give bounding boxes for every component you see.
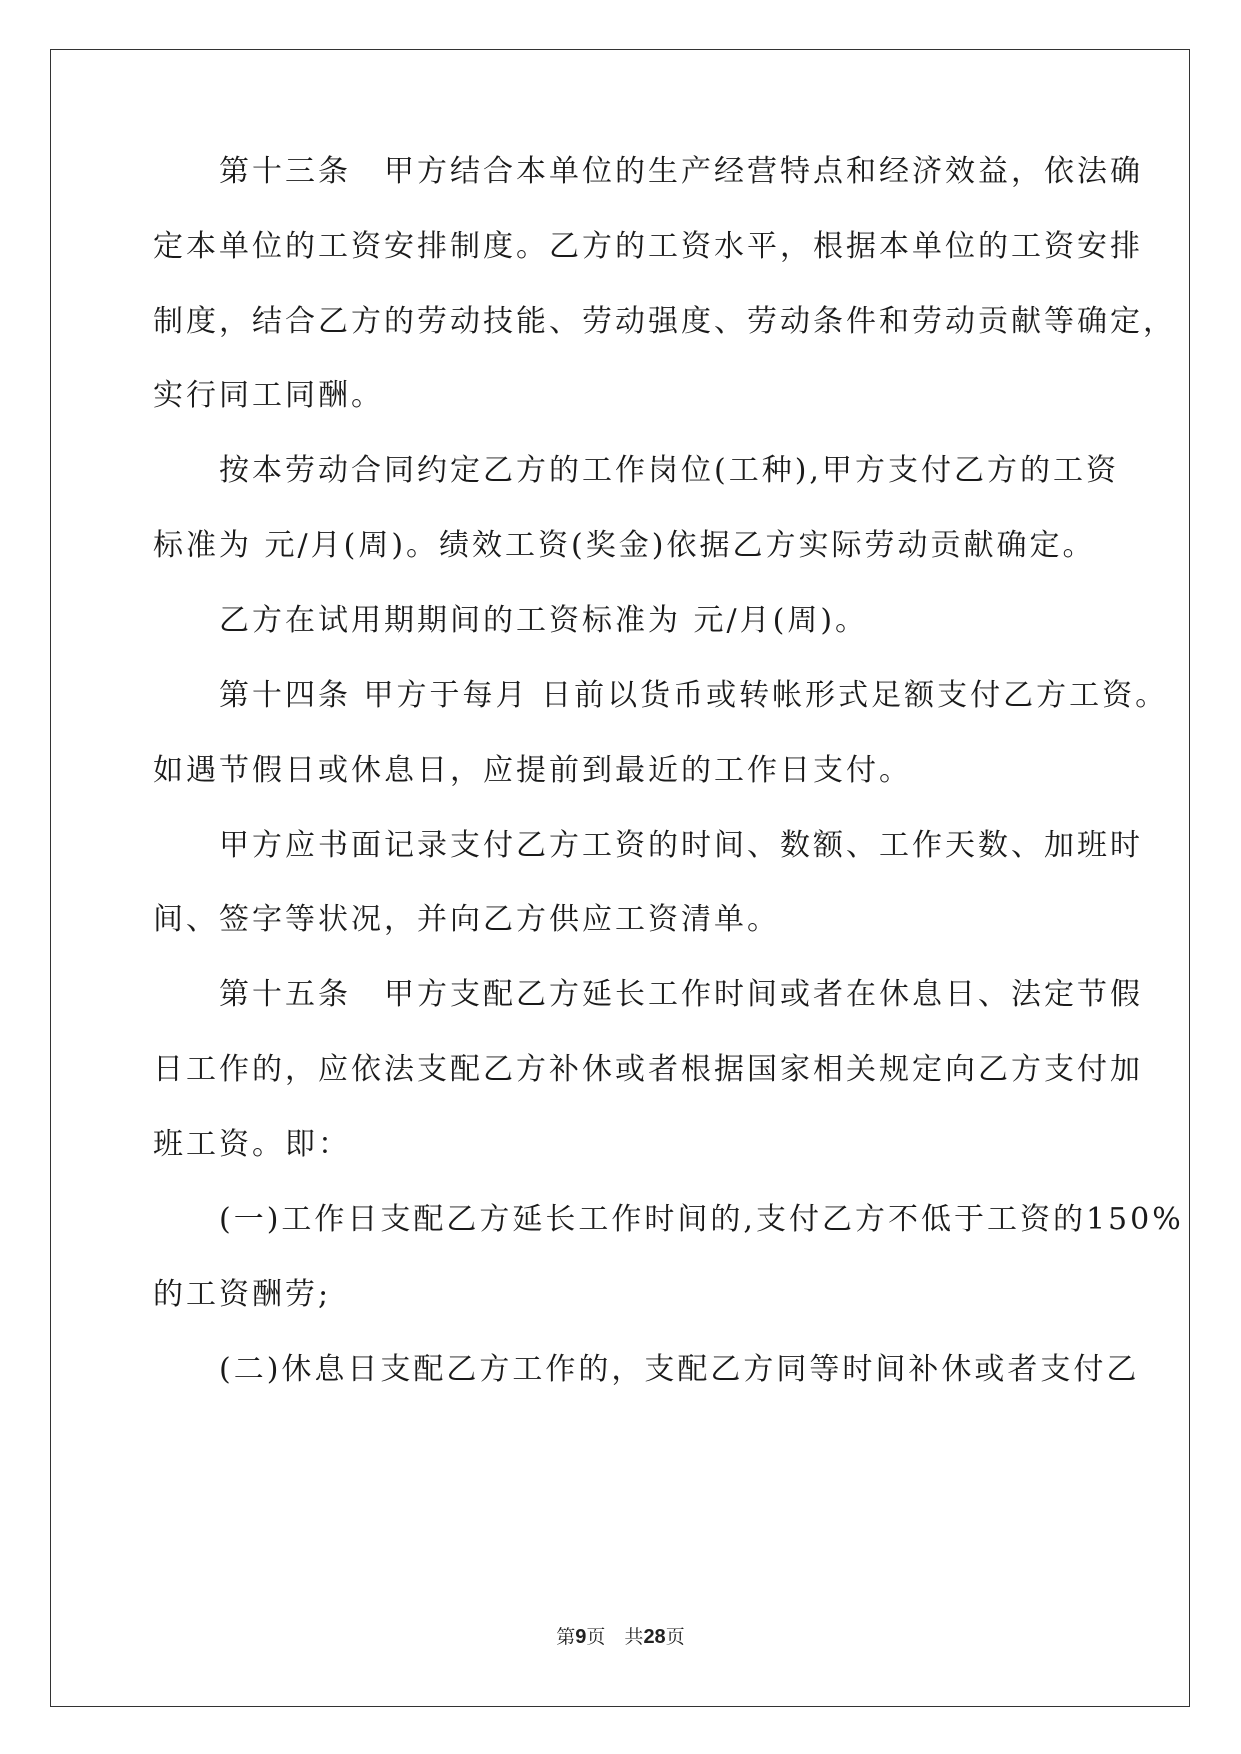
- text-line: 日工作的，应依法支配乙方补休或者根据国家相关规定向乙方支付加: [153, 1052, 1143, 1087]
- current-page-number: 9: [575, 1626, 587, 1648]
- text-line: 乙方在试用期期间的工资标准为 元/月(周)。: [153, 603, 869, 638]
- text-line: 如遇节假日或休息日，应提前到最近的工作日支付。: [153, 753, 912, 788]
- text-line: 间、签字等状况，并向乙方供应工资清单。: [153, 902, 780, 937]
- text-line: 班工资。即：: [153, 1127, 351, 1162]
- page-border: [50, 49, 1190, 1707]
- text-line: 定本单位的工资安排制度。乙方的工资水平，根据本单位的工资安排: [153, 229, 1143, 264]
- text-line: 甲方应书面记录支付乙方工资的时间、数额、工作天数、加班时: [153, 828, 1143, 863]
- footer-suffix: 页: [665, 1626, 685, 1648]
- text-line: (二)休息日支配乙方工作的，支配乙方同等时间补休或者支付乙: [153, 1352, 1140, 1387]
- text-line: 实行同工同酬。: [153, 378, 384, 413]
- text-line: (一)工作日支配乙方延长工作时间的,支付乙方不低于工资的150%: [153, 1202, 1184, 1237]
- text-line: 第十三条 甲方结合本单位的生产经营特点和经济效益，依法确: [153, 154, 1143, 189]
- text-line: 第十四条 甲方于每月 日前以货币或转帐形式足额支付乙方工资。: [153, 678, 1169, 713]
- footer-prefix: 第: [556, 1626, 576, 1648]
- text-line: 标准为 元/月(周)。绩效工资(奖金)依据乙方实际劳动贡献确定。: [153, 528, 1096, 563]
- text-line: 第十五条 甲方支配乙方延长工作时间或者在休息日、法定节假: [153, 977, 1143, 1012]
- text-line: 按本劳动合同约定乙方的工作岗位(工种),甲方支付乙方的工资: [153, 453, 1119, 488]
- footer-middle: 页 共: [586, 1626, 644, 1648]
- page-footer: [0, 1624, 1241, 1650]
- text-line: 的工资酬劳;: [153, 1277, 332, 1312]
- text-line: 制度，结合乙方的劳动技能、劳动强度、劳动条件和劳动贡献等确定，: [153, 304, 1176, 339]
- total-pages-number: 28: [643, 1626, 666, 1648]
